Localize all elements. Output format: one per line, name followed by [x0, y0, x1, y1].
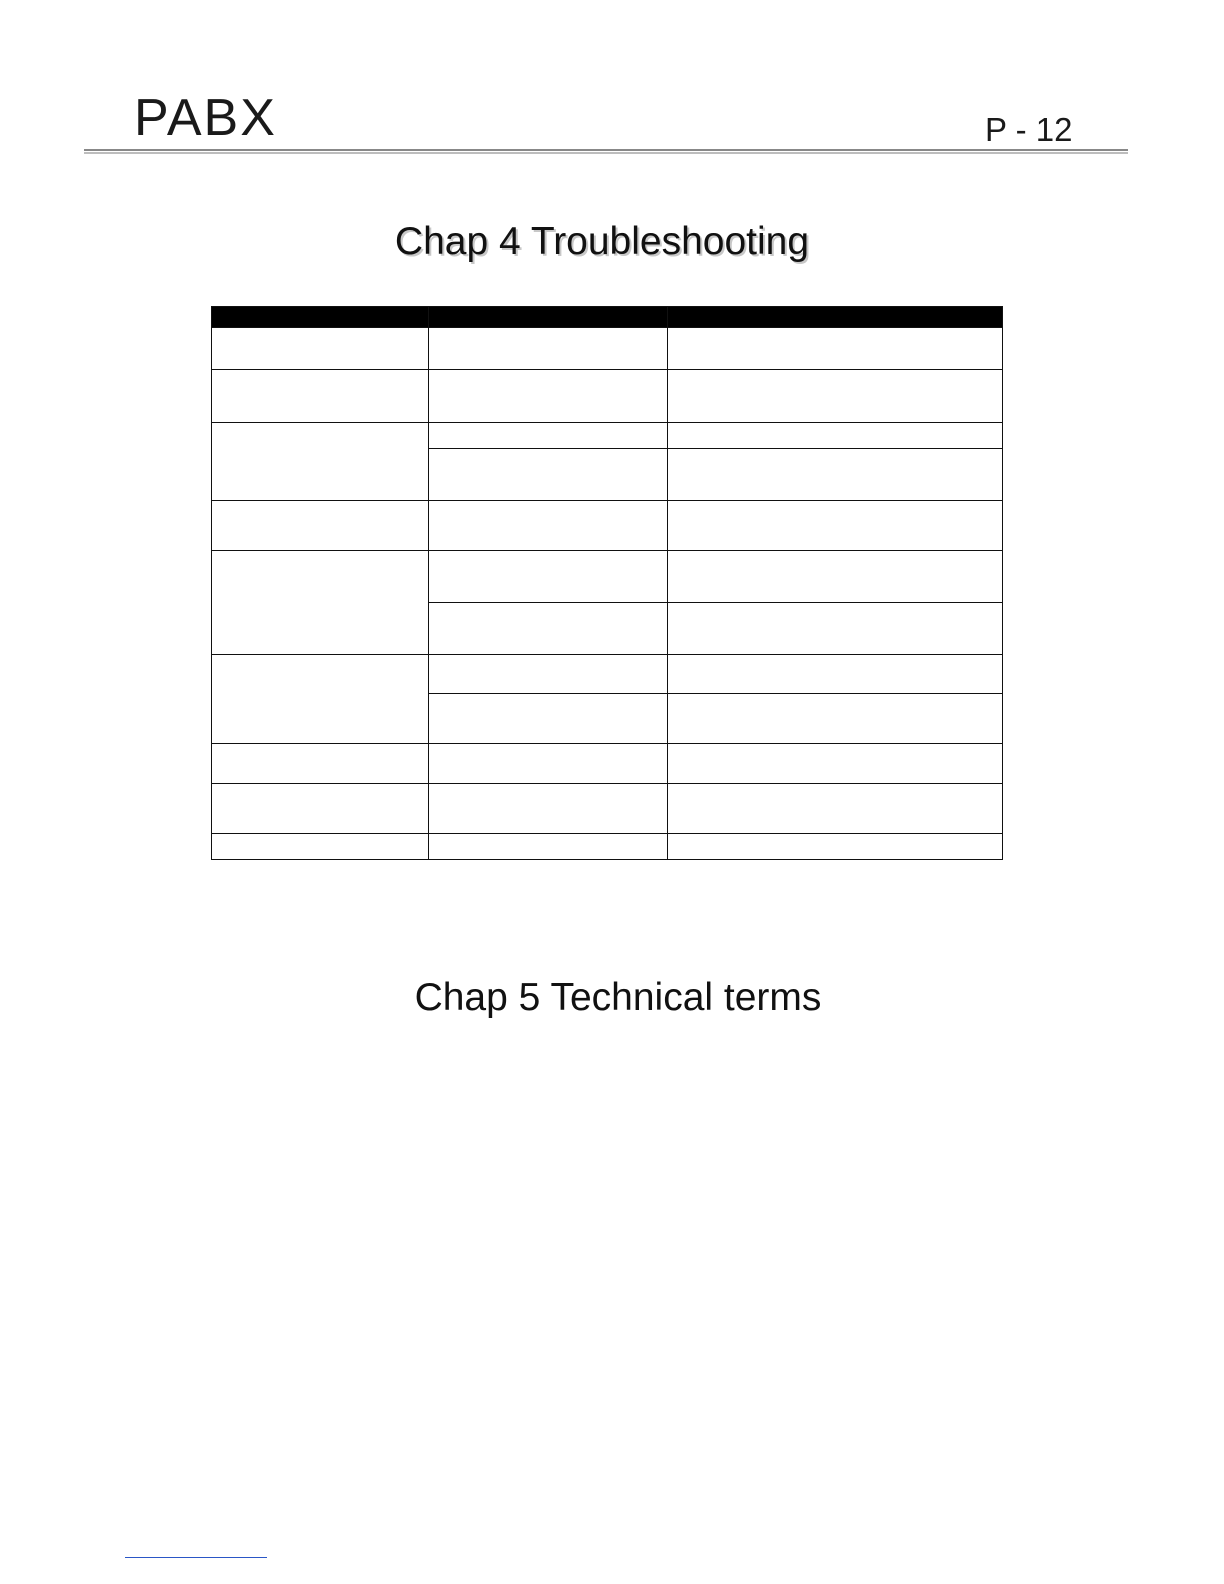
table-cell — [212, 551, 429, 655]
table-row — [212, 328, 1003, 370]
table-cell — [429, 744, 668, 784]
table-row — [212, 784, 1003, 834]
table-cell — [212, 423, 429, 501]
table-row — [212, 423, 1003, 449]
table-cell — [668, 423, 1003, 449]
table-cell — [212, 834, 429, 860]
table-cell — [212, 744, 429, 784]
table-cell — [668, 328, 1003, 370]
table-cell — [212, 328, 429, 370]
table-cell — [429, 655, 668, 694]
table-row — [212, 655, 1003, 694]
table-cell — [212, 501, 429, 551]
header-cell-problem — [212, 307, 429, 328]
table-header-row — [212, 307, 1003, 328]
table-cell — [668, 449, 1003, 501]
table-cell — [429, 370, 668, 423]
table-cell — [668, 744, 1003, 784]
table-cell — [429, 423, 668, 449]
table-cell — [668, 501, 1003, 551]
table-cell — [668, 834, 1003, 860]
chapter-4-title: Chap 4 Troubleshooting — [394, 220, 810, 263]
header-cell-solution — [668, 307, 1003, 328]
table-cell — [668, 655, 1003, 694]
table-cell — [668, 551, 1003, 603]
table-cell — [668, 784, 1003, 834]
table-cell — [212, 370, 429, 423]
header-divider — [84, 149, 1128, 154]
table-row — [212, 744, 1003, 784]
table-row — [212, 551, 1003, 603]
table-row — [212, 501, 1003, 551]
table-row — [212, 370, 1003, 423]
page-number: P - 12 — [985, 111, 1073, 148]
table-cell — [212, 655, 429, 744]
table-cell — [429, 551, 668, 603]
table-cell — [429, 328, 668, 370]
brand-title: PABX — [134, 89, 277, 147]
table-cell — [429, 834, 668, 860]
troubleshooting-table — [211, 306, 1003, 860]
table-cell — [429, 784, 668, 834]
table-cell — [429, 501, 668, 551]
table-cell — [429, 449, 668, 501]
table-cell — [429, 694, 668, 744]
footnote-divider — [125, 1557, 267, 1558]
table-row — [212, 834, 1003, 860]
table-cell — [668, 370, 1003, 423]
header-cell-cause — [429, 307, 668, 328]
chapter-5-title: Chap 5 Technical terms — [414, 976, 822, 1019]
table-cell — [212, 784, 429, 834]
table-cell — [429, 603, 668, 655]
table-cell — [668, 603, 1003, 655]
table-cell — [668, 694, 1003, 744]
